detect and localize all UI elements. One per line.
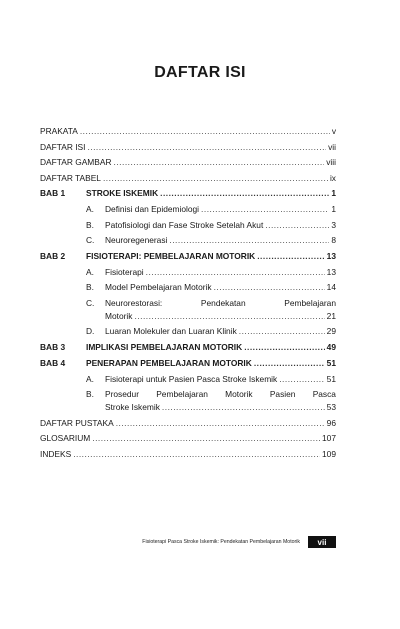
toc-entry-label-word: Pembelajaran [284, 297, 336, 308]
leader-dots [239, 326, 325, 336]
toc-entry-glosarium[interactable] [40, 433, 336, 449]
toc-entry-label: Patofisiologi dan Fase Stroke Setelah Akut [105, 219, 264, 230]
leader-dots [114, 157, 325, 167]
subentry-letter: C. [86, 235, 95, 245]
toc-subentry-wrapped-line[interactable] [40, 389, 336, 402]
leader-dots [244, 342, 324, 352]
toc-entry-page: 14 [326, 282, 336, 292]
toc-entry-label-word: Pasien [269, 389, 296, 399]
toc-subentry-continuation[interactable] [40, 311, 336, 327]
toc-subentry[interactable] [40, 267, 336, 283]
subentry-letter: B. [86, 219, 94, 230]
subentry-letter: D. [86, 326, 95, 336]
leader-dots [162, 402, 325, 412]
toc-subentry[interactable] [40, 326, 336, 342]
subentry-letter: A. [86, 266, 94, 277]
toc-subentry-wrapped-line[interactable] [40, 298, 336, 311]
toc-entry-page: viii [326, 157, 336, 167]
leader-dots [254, 358, 325, 368]
toc-entry-label: Motorik [105, 310, 133, 321]
leader-dots [214, 282, 325, 292]
toc-entry-label-word: Pasca [312, 389, 336, 399]
toc-subentry[interactable] [40, 204, 336, 220]
leader-dots [116, 418, 325, 428]
chapter-title: PENERAPAN PEMBELAJARAN MOTORIK [86, 357, 252, 368]
toc-entry-daftar-tabel[interactable] [40, 173, 336, 189]
chapter-number: BAB 4 [40, 357, 66, 368]
chapter-title: FISIOTERAPI: PEMBELAJARAN MOTORIK [86, 250, 256, 261]
toc-entry-label: Neuroregenerasi [105, 235, 168, 245]
leader-dots [87, 142, 326, 152]
toc-entry-label-word: Pembelajaran [156, 389, 208, 399]
toc-entry-label: Fisioterapi [105, 266, 144, 277]
toc-entry-page: 1 [331, 188, 336, 198]
toc-subentry[interactable] [40, 374, 336, 390]
toc-entry-page: 8 [331, 235, 336, 245]
toc-entry-label-word: Neurorestorasi: [105, 297, 163, 308]
chapter-title: STROKE ISKEMIK [86, 188, 159, 198]
toc-entry-label-word: Motorik [225, 389, 253, 399]
page-footer [0, 536, 336, 548]
toc-subentry-continuation[interactable] [40, 402, 336, 418]
subentry-letter: B. [86, 389, 94, 399]
toc-entry-page: 107 [322, 433, 336, 443]
toc-entry-page: vii [328, 141, 336, 152]
toc-entry-page: 49 [326, 341, 336, 352]
toc-entry-page: 3 [331, 219, 336, 230]
toc-chapter-bab-4[interactable] [40, 358, 336, 374]
subentry-letter: B. [86, 282, 94, 292]
toc-entry-label: Fisioterapi untuk Pasien Pasca Stroke Iskemik [105, 373, 278, 384]
footer-page-number: vii [308, 536, 336, 548]
leader-dots [134, 311, 324, 321]
toc-subentry[interactable] [40, 235, 336, 251]
leader-dots [80, 126, 330, 136]
toc-entry-label: PRAKATA [40, 126, 78, 136]
leader-dots [146, 267, 325, 277]
toc-entry-label: DAFTAR GAMBAR [40, 157, 112, 167]
toc-entry-page: 109 [322, 448, 336, 459]
chapter-number: BAB 2 [40, 250, 66, 261]
toc-entry-page: 51 [326, 373, 336, 384]
toc-entry-daftar-pustaka[interactable] [40, 418, 336, 434]
page-title: DAFTAR ISI [154, 64, 246, 81]
toc-entry-page: 53 [326, 402, 336, 412]
toc-subentry[interactable] [40, 282, 336, 298]
chapter-number: BAB 3 [40, 341, 66, 352]
toc-entry-label: DAFTAR TABEL [40, 172, 101, 183]
toc-chapter-bab-3[interactable] [40, 342, 336, 358]
leader-dots [201, 204, 329, 214]
toc-subentry[interactable] [40, 220, 336, 236]
toc-entry-page: v [331, 126, 336, 136]
toc-entry-page: 21 [326, 310, 336, 321]
toc-entry-page: 13 [326, 250, 336, 261]
toc-entry-label: Definisi dan Epidemiologi [105, 204, 200, 214]
toc-entry-daftar-gambar[interactable] [40, 157, 336, 173]
toc-entry-label: DAFTAR PUSTAKA [40, 417, 114, 428]
toc-entry-label-word: Prosedur [105, 389, 139, 399]
toc-entry-label: Stroke Iskemik [105, 402, 160, 412]
leader-dots [73, 449, 320, 459]
leader-dots [92, 433, 320, 443]
toc-chapter-bab-2[interactable] [40, 251, 336, 267]
leader-dots [103, 173, 328, 183]
leader-dots [257, 251, 324, 261]
toc-entry-label-word: Pendekatan [200, 297, 246, 308]
leader-dots [279, 374, 324, 384]
toc-entry-daftar-isi[interactable] [40, 142, 336, 158]
toc-chapter-bab-1[interactable] [40, 188, 336, 204]
leader-dots [265, 220, 329, 230]
toc-entry-page: 1 [331, 204, 336, 214]
toc-entry-page: ix [329, 172, 336, 183]
leader-dots [160, 188, 329, 198]
subentry-letter: A. [86, 204, 94, 214]
toc-entry-indeks[interactable] [40, 449, 336, 465]
leader-dots [169, 235, 329, 245]
toc-entry-label: Luaran Molekuler dan Luaran Klinik [105, 326, 237, 336]
table-of-contents [40, 126, 336, 464]
toc-entry-label: INDEKS [40, 448, 72, 459]
toc-entry-label: Model Pembelajaran Motorik [105, 282, 212, 292]
subentry-letter: C. [86, 297, 95, 308]
subentry-letter: A. [86, 373, 94, 384]
toc-entry-page: 29 [326, 326, 336, 336]
chapter-title: IMPLIKASI PEMBELAJARAN MOTORIK [86, 341, 243, 352]
toc-entry-page: 96 [326, 417, 336, 428]
toc-entry-prakata[interactable] [40, 126, 336, 142]
chapter-number: BAB 1 [40, 188, 66, 198]
toc-entry-page: 13 [326, 266, 336, 277]
footer-book-title: Fisioterapi Pasca Stroke Iskemik: Pendekatan Pembelajaran Motorik [142, 539, 300, 545]
toc-entry-label: GLOSARIUM [40, 433, 91, 443]
toc-entry-label: DAFTAR ISI [40, 141, 86, 152]
toc-entry-page: 51 [326, 357, 336, 368]
